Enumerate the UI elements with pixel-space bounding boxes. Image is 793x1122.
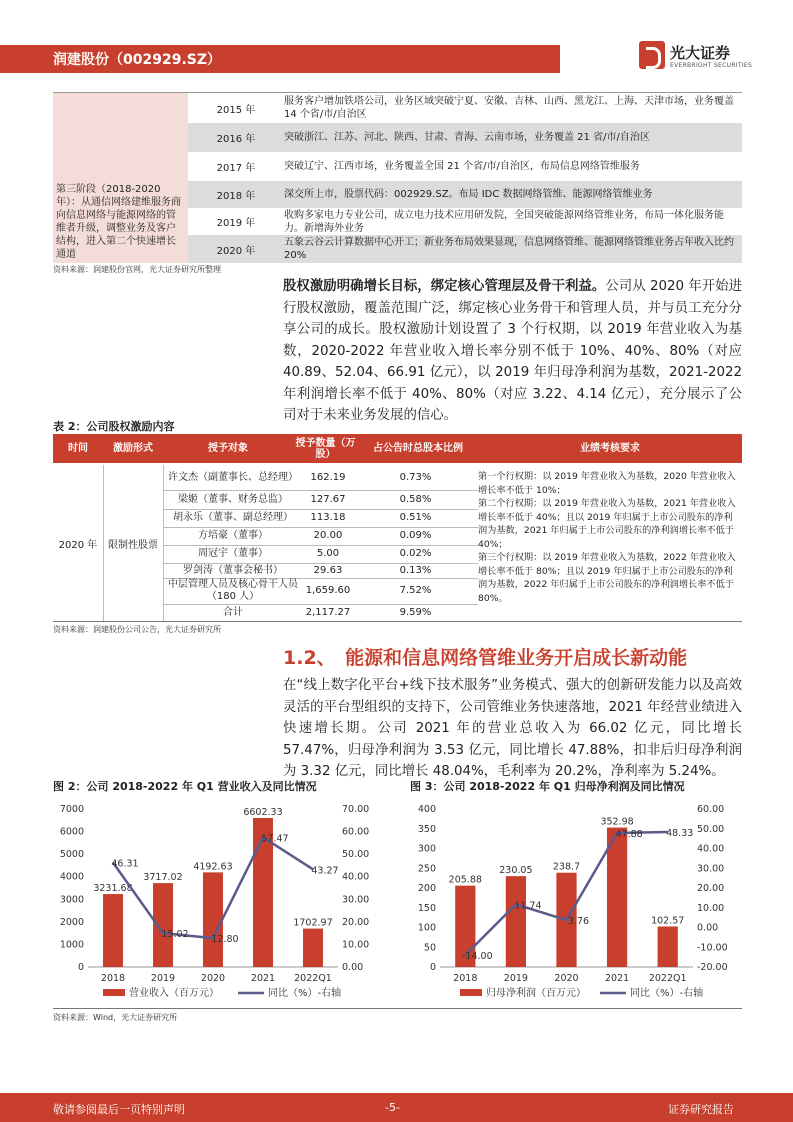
line-value-label: 3.76	[567, 916, 590, 928]
grantee-name: 罗剑涛（董事会秘书）	[183, 564, 283, 576]
bar	[506, 876, 526, 967]
divider	[53, 621, 742, 622]
y2-tick-label: 60.00	[697, 804, 725, 815]
grant-quantity: 2,117.27	[305, 606, 351, 618]
y-tick-label: 2000	[59, 916, 84, 928]
grantee-name: 合计	[223, 606, 243, 618]
legend-bar-swatch	[103, 989, 125, 996]
grantee-name: 许文杰（副董事长、总经理）	[168, 471, 298, 483]
timeline-year: 2017 年	[216, 163, 256, 174]
grant-quantity: 113.18	[310, 512, 346, 523]
y2-tick-label: 70.00	[342, 804, 370, 815]
y2-tick-label: -10.00	[697, 942, 728, 954]
requirement-2: 第二个行权期：以 2019 年营业收入为基数，2021 年营业收入增长率不低于 40%；且以 2019 年归属于上市公司股东的净利润为基数，2021 年归属于上市公司股东的净利润增长率不低于 40%；	[478, 498, 736, 550]
line-value-label: 48.33	[666, 828, 694, 840]
figure3-title: 图 3：公司 2018-2022 年 Q1 归母净利润及同比情况	[410, 780, 685, 793]
logo-name: 光大证券	[670, 44, 731, 62]
y2-tick-label: 50.00	[342, 849, 370, 861]
timeline-source: 资料来源：润建股份官网，光大证券研究所整理	[53, 265, 221, 274]
x-tick-label: 2018	[100, 973, 126, 984]
y-tick-label: 350	[417, 823, 436, 835]
incentive-lead: 股权激励明确增长目标，绑定核心管理层及骨干利益。	[283, 279, 606, 294]
th-target: 授予对象	[208, 443, 248, 454]
y-tick-label: 300	[417, 843, 436, 855]
timeline-row	[188, 123, 742, 152]
bar-value-label: 205.88	[448, 874, 482, 886]
y2-tick-label: 40.00	[697, 843, 725, 855]
legend-bar-swatch	[460, 989, 482, 996]
th-ratio: 占公告时总股本比例	[373, 443, 463, 454]
th-qty: 授予数量（万股）	[295, 437, 356, 460]
th-time: 时间	[68, 443, 88, 454]
grantee-name: 周冠宇（董事）	[198, 548, 268, 559]
y2-tick-label: 20.00	[342, 916, 370, 928]
timeline-row	[188, 93, 742, 123]
grantee-name: 胡永乐（董事、副总经理）	[173, 512, 293, 523]
bar-value-label: 352.98	[600, 816, 634, 828]
bar-value-label: 102.57	[651, 915, 685, 927]
stage-previous-cell	[53, 93, 188, 181]
y2-tick-label: -20.00	[697, 962, 728, 973]
y2-tick-label: 50.00	[697, 823, 725, 835]
y2-tick-label: 30.00	[697, 863, 725, 875]
x-tick-label: 2022Q1	[648, 973, 687, 984]
timeline-year: 2018 年	[216, 191, 256, 202]
stage3-cell	[53, 181, 188, 263]
stage3-text: 第三阶段（2018-2020 年）：从通信网络建维服务商向信息网络与能源网络的管维者升级，调整业务及客户结构，进入第二个快速增长通道	[56, 184, 181, 260]
legend-line-label: 同比（%）-右轴	[268, 988, 342, 999]
timeline-text: 服务客户增加铁塔公司，业务区域突破宁夏、安徽、吉林、山西、黑龙江、上海、天津市场，业务覆盖 14 个省/市/自治区	[284, 96, 734, 120]
grantee-name: 方培豪（董事）	[198, 530, 268, 541]
y-tick-label: 5000	[59, 849, 84, 861]
bar	[658, 926, 678, 967]
table2-title: 表 2：公司股权激励内容	[53, 420, 175, 433]
incentive-paragraph	[283, 276, 742, 427]
bar-value-label: 4192.63	[193, 861, 233, 873]
revenue-chart	[53, 795, 398, 1005]
legend-bar-label: 归母净利润（百万元）	[486, 988, 586, 999]
divider	[103, 465, 104, 621]
timeline-row	[188, 152, 742, 181]
page-number: -5-	[385, 1101, 400, 1114]
x-tick-label: 2020	[200, 973, 226, 984]
th-form: 激励形式	[113, 443, 153, 454]
x-tick-label: 2019	[150, 973, 176, 984]
timeline-text: 深交所上市，股票代码：002929.SZ。布局 IDC 数据网络管维、能源网络管维业务	[284, 189, 653, 200]
grant-quantity: 5.00	[316, 548, 340, 559]
timeline-row	[188, 181, 742, 208]
line-value-label: 43.27	[311, 865, 339, 877]
x-tick-label: 2018	[453, 973, 478, 984]
figure2-title: 图 2：公司 2018-2022 年 Q1 营业收入及同比情况	[53, 780, 317, 793]
y-tick-label: 400	[417, 804, 436, 815]
grant-ratio: 9.59%	[399, 606, 432, 618]
timeline-text: 突破浙江、江苏、河北、陕西、甘肃、青海、云南市场，业务覆盖 21 省/市/自治区	[284, 132, 650, 143]
bar-value-label: 238.7	[552, 861, 581, 873]
grant-quantity: 29.63	[313, 564, 343, 576]
y-tick-label: 4000	[59, 871, 84, 883]
x-tick-label: 2021	[605, 973, 630, 984]
timeline-text: 五象云谷云计算数据中心开工；新业务布局效果显现，信息网络管维、能源网络管维业务占年收入比约 20%	[284, 237, 734, 261]
bar	[103, 894, 123, 967]
grant-ratio: 0.02%	[399, 548, 432, 559]
bar	[607, 828, 627, 967]
y2-tick-label: 30.00	[342, 894, 370, 906]
grantee-name: 中层管理人员及核心骨干人员（180 人）	[168, 579, 298, 602]
grant-quantity: 20.00	[313, 530, 343, 541]
requirement-3: 第三个行权期：以 2019 年营业收入为基数，2022 年营业收入增长率不低于 80%；且以 2019 年归属于上市公司股东的净利润为基数，2022 年归属于上市公司股东的净利润增长率不低于 80%。	[478, 552, 736, 604]
grant-ratio: 7.52%	[399, 585, 432, 596]
y-tick-label: 0	[77, 962, 84, 973]
y2-tick-label: 10.00	[342, 939, 370, 951]
divider	[53, 1008, 742, 1009]
y-tick-label: 200	[417, 883, 436, 894]
grant-ratio: 0.51%	[399, 512, 432, 523]
y-tick-label: 250	[417, 863, 436, 875]
timeline-year: 2016 年	[216, 134, 256, 145]
y2-tick-label: 20.00	[697, 883, 725, 894]
y-tick-label: 7000	[59, 804, 84, 815]
everbright-logo-icon	[639, 41, 665, 69]
timeline-text: 突破辽宁、江西市场，业务覆盖全国 21 个省/市/自治区，布局信息网络管维服务	[284, 161, 640, 172]
grant-quantity: 1,659.60	[305, 585, 351, 596]
bar	[303, 929, 323, 967]
timeline-row	[188, 235, 742, 263]
x-tick-label: 2021	[250, 973, 276, 984]
y2-tick-label: 0.00	[342, 962, 364, 973]
timeline-row	[188, 208, 742, 235]
y-tick-label: 1000	[59, 939, 84, 951]
logo-english: EVERBRIGHT SECURITIES	[670, 62, 753, 69]
grant-ratio: 0.13%	[399, 564, 432, 576]
grantee-name: 梁姬（董事、财务总监）	[178, 493, 288, 505]
bar-value-label: 3717.02	[143, 872, 183, 884]
bar-value-label: 1702.97	[293, 917, 333, 929]
legend-bar-label: 营业收入（百万元）	[129, 988, 219, 999]
line-value-label: 46.31	[111, 858, 139, 870]
section-paragraph: 在“线上数字化平台+线下技术服务”业务模式、强大的创新研发能力以及高效灵活的平台型组织的支持下，公司管维业务快速落地，2021 年经营业绩进入快速增长期。公司 2021 年的营业总收入为 66.02 亿元，同比增长 57.47%，归母净利润为 3.53 亿元，同比增长 47.88%，扣非后归母净利润为 3.32 亿元，同比增长 48.04%，毛利率为 20.2%，净利率为 5.24%。	[283, 678, 742, 779]
line-value-label: 11.74	[514, 900, 542, 912]
line-value-label: 15.02	[161, 929, 189, 941]
bar-value-label: 6602.33	[243, 806, 283, 818]
y-tick-label: 100	[417, 922, 436, 934]
footer-report-type: 证券研究报告	[668, 1103, 734, 1116]
grant-quantity: 162.19	[310, 471, 346, 483]
y-tick-label: 50	[423, 942, 436, 954]
y2-tick-label: 60.00	[342, 826, 370, 838]
y-tick-label: 6000	[59, 826, 84, 838]
profit-chart	[410, 795, 745, 1005]
y-tick-label: 0	[429, 962, 436, 973]
line-value-label: 12.80	[211, 934, 239, 946]
y2-tick-label: 0.00	[697, 922, 719, 934]
y2-tick-label: 40.00	[342, 871, 370, 883]
footer-bar	[0, 1093, 793, 1122]
chart-source: 资料来源：Wind，光大证券研究所	[53, 1013, 178, 1022]
table2-form: 限制性股票	[108, 539, 158, 551]
section-title: 1.2、 能源和信息网络管维业务开启成长新动能	[283, 647, 688, 669]
grant-ratio: 0.09%	[399, 530, 432, 541]
legend-line-label: 同比（%）-右轴	[630, 988, 704, 999]
x-tick-label: 2022Q1	[294, 973, 332, 984]
bar-value-label: 230.05	[499, 865, 533, 877]
timeline-year: 2019 年	[216, 218, 256, 229]
grant-ratio: 0.58%	[399, 493, 432, 505]
table2-time: 2020 年	[58, 539, 98, 551]
table2-source: 资料来源：润建股份公司公告，光大证券研究所	[53, 625, 221, 634]
footer-disclaimer: 敬请参阅最后一页特别声明	[53, 1103, 185, 1116]
line-value-label: 47.88	[615, 828, 643, 840]
timeline-year: 2020 年	[216, 245, 256, 257]
timeline-table	[53, 92, 742, 262]
y-tick-label: 3000	[59, 894, 84, 906]
timeline-year: 2015 年	[216, 104, 256, 116]
x-tick-label: 2020	[554, 973, 579, 984]
line-value-label: -14.00	[461, 951, 493, 963]
incentive-text: 公司从 2020 年开始进行股权激励，覆盖范围广泛，绑定核心业务骨干和管理人员，并与员工充分分享公司的成长。股权激励计划设置了 3 个行权期，以 2019 年营业收入为基数，2020-2022 年营业收入增长率分别不低于 10%、40%、80%（对应 40.89、52.04、66.91 亿元），以 2019 年归母净利润为基数，2021-2022 年利润增长率不低于 40%、80%（对应 3.22、4.14 亿元），充分展示了公司对于未来业务发展的信心。	[283, 279, 743, 423]
grant-quantity: 127.67	[310, 493, 346, 505]
x-tick-label: 2019	[503, 973, 528, 984]
grant-ratio: 0.73%	[399, 471, 432, 483]
timeline-text: 收购多家电力专业公司，成立电力技术应用研发院，全国突破能源网络管维业务，布局一体化服务能力。新增海外业务	[284, 209, 724, 234]
y-tick-label: 150	[417, 902, 436, 914]
table2-header	[53, 434, 742, 463]
report-stock-title: 润建股份（002929.SZ）	[53, 52, 221, 68]
table2-requirements	[478, 470, 740, 616]
line-value-label: 57.47	[261, 833, 289, 845]
bar-value-label: 3231.68	[93, 883, 133, 895]
requirement-1: 第一个行权期：以 2019 年营业收入为基数，2020 年营业收入增长率不低于 10%；	[478, 471, 736, 496]
bar	[203, 872, 223, 967]
y2-tick-label: 10.00	[697, 902, 725, 914]
th-requirement: 业绩考核要求	[580, 443, 640, 454]
